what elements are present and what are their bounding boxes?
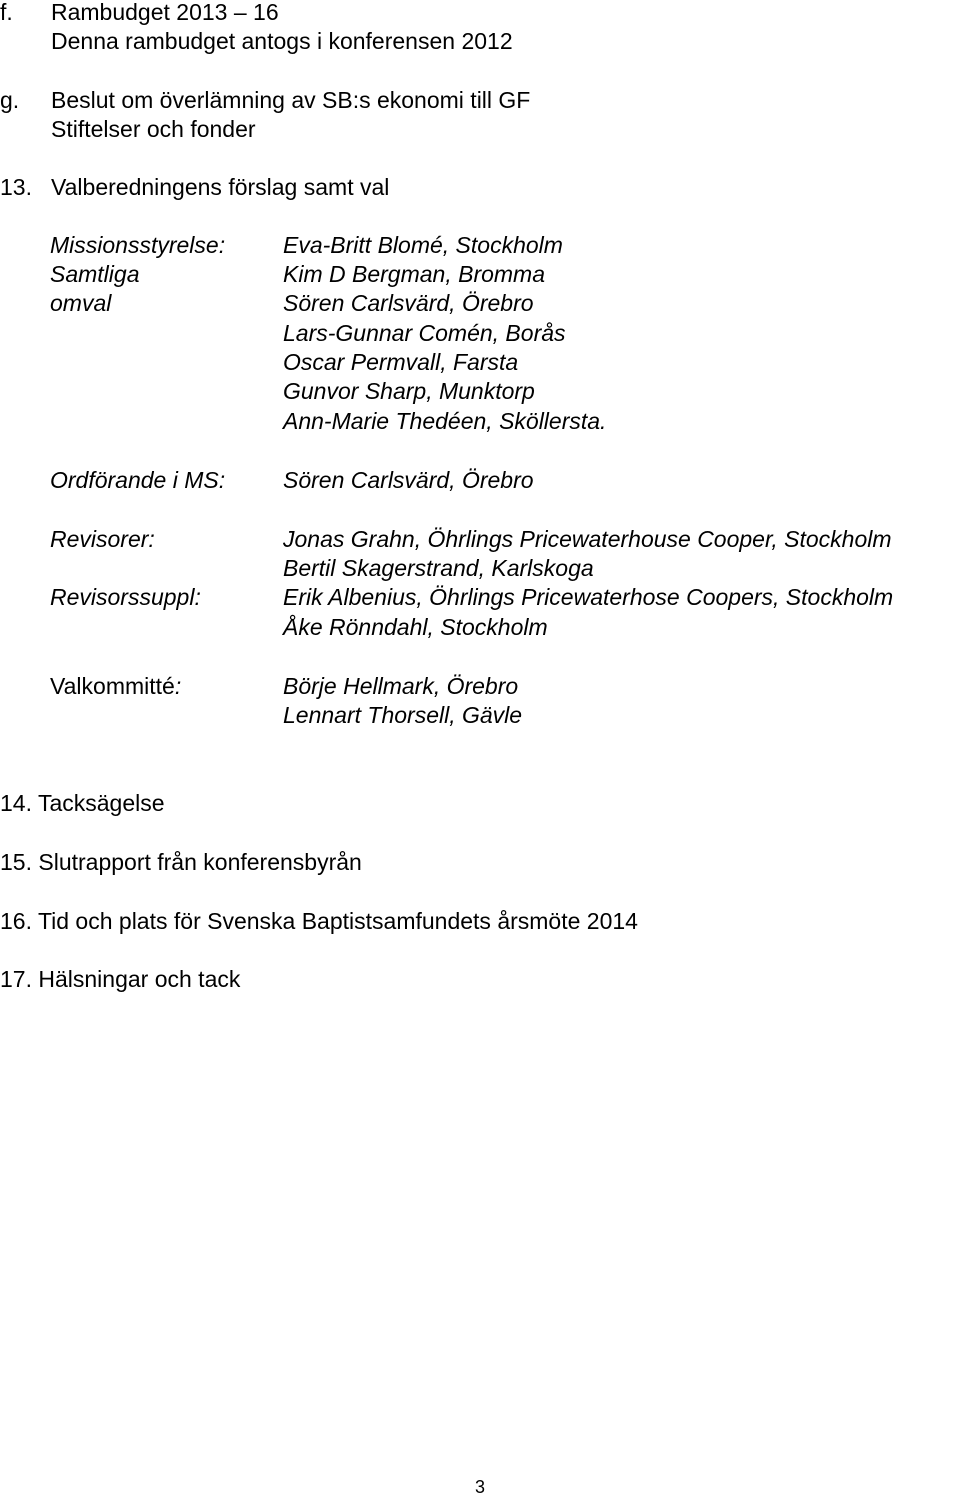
valkommitte-name: Börje Hellmark, Örebro <box>283 673 519 699</box>
revisorer-name: Jonas Grahn, Öhrlings Pricewaterhouse Cooper, Stockholm <box>283 526 892 552</box>
ordforande-name: Sören Carlsvärd, Örebro <box>283 467 534 493</box>
missionsstyrelse-name: Sören Carlsvärd, Örebro <box>283 290 534 316</box>
valkommitte-label-text: Valkommitté <box>50 673 175 699</box>
revisorssuppl-name: Åke Rönndahl, Stockholm <box>283 614 548 640</box>
missionsstyrelse-name: Lars-Gunnar Comén, Borås <box>283 320 566 346</box>
page-number: 3 <box>474 1477 485 1497</box>
missionsstyrelse-label-omval: omval <box>50 290 112 316</box>
agenda-item: 15. Slutrapport från konferensbyrån <box>0 849 362 875</box>
valkommitte-label-colon: : <box>174 673 182 699</box>
item-f-title: Rambudget 2013 – 16 <box>51 0 279 25</box>
missionsstyrelse-label: Missionsstyrelse: <box>50 232 226 258</box>
missionsstyrelse-name: Gunvor Sharp, Munktorp <box>283 378 535 404</box>
missionsstyrelse-name: Kim D Bergman, Bromma <box>283 261 546 287</box>
revisorssuppl-label: Revisorssuppl: <box>50 584 201 610</box>
agenda-item: 17. Hälsningar och tack <box>0 966 241 992</box>
missionsstyrelse-name: Ann-Marie Thedéen, Sköllersta. <box>283 408 607 434</box>
valkommitte-name: Lennart Thorsell, Gävle <box>283 702 523 728</box>
item-g-title: Beslut om överlämning av SB:s ekonomi till GF <box>51 87 531 113</box>
ordforande-label: Ordförande i MS: <box>50 467 226 493</box>
revisorer-name: Bertil Skagerstrand, Karlskoga <box>283 555 594 581</box>
item-13-marker: 13. <box>0 174 32 200</box>
missionsstyrelse-name: Eva-Britt Blomé, Stockholm <box>283 232 563 258</box>
revisorer-label: Revisorer: <box>50 526 155 552</box>
item-g-marker: g. <box>0 87 20 113</box>
item-g-subtitle: Stiftelser och fonder <box>51 116 256 142</box>
valkommitte-label <box>50 672 181 701</box>
item-f-marker: f. <box>0 0 13 25</box>
missionsstyrelse-label-samtliga: Samtliga <box>50 261 140 287</box>
revisorssuppl-name: Erik Albenius, Öhrlings Pricewaterhose Coopers, Stockholm <box>283 584 894 610</box>
item-f-subtitle: Denna rambudget antogs i konferensen 2012 <box>51 28 513 54</box>
agenda-item: 16. Tid och plats för Svenska Baptistsamfundets årsmöte 2014 <box>0 908 638 934</box>
item-13-title: Valberedningens förslag samt val <box>51 174 390 200</box>
agenda-item: 14. Tacksägelse <box>0 790 165 816</box>
missionsstyrelse-name: Oscar Permvall, Farsta <box>283 349 519 375</box>
